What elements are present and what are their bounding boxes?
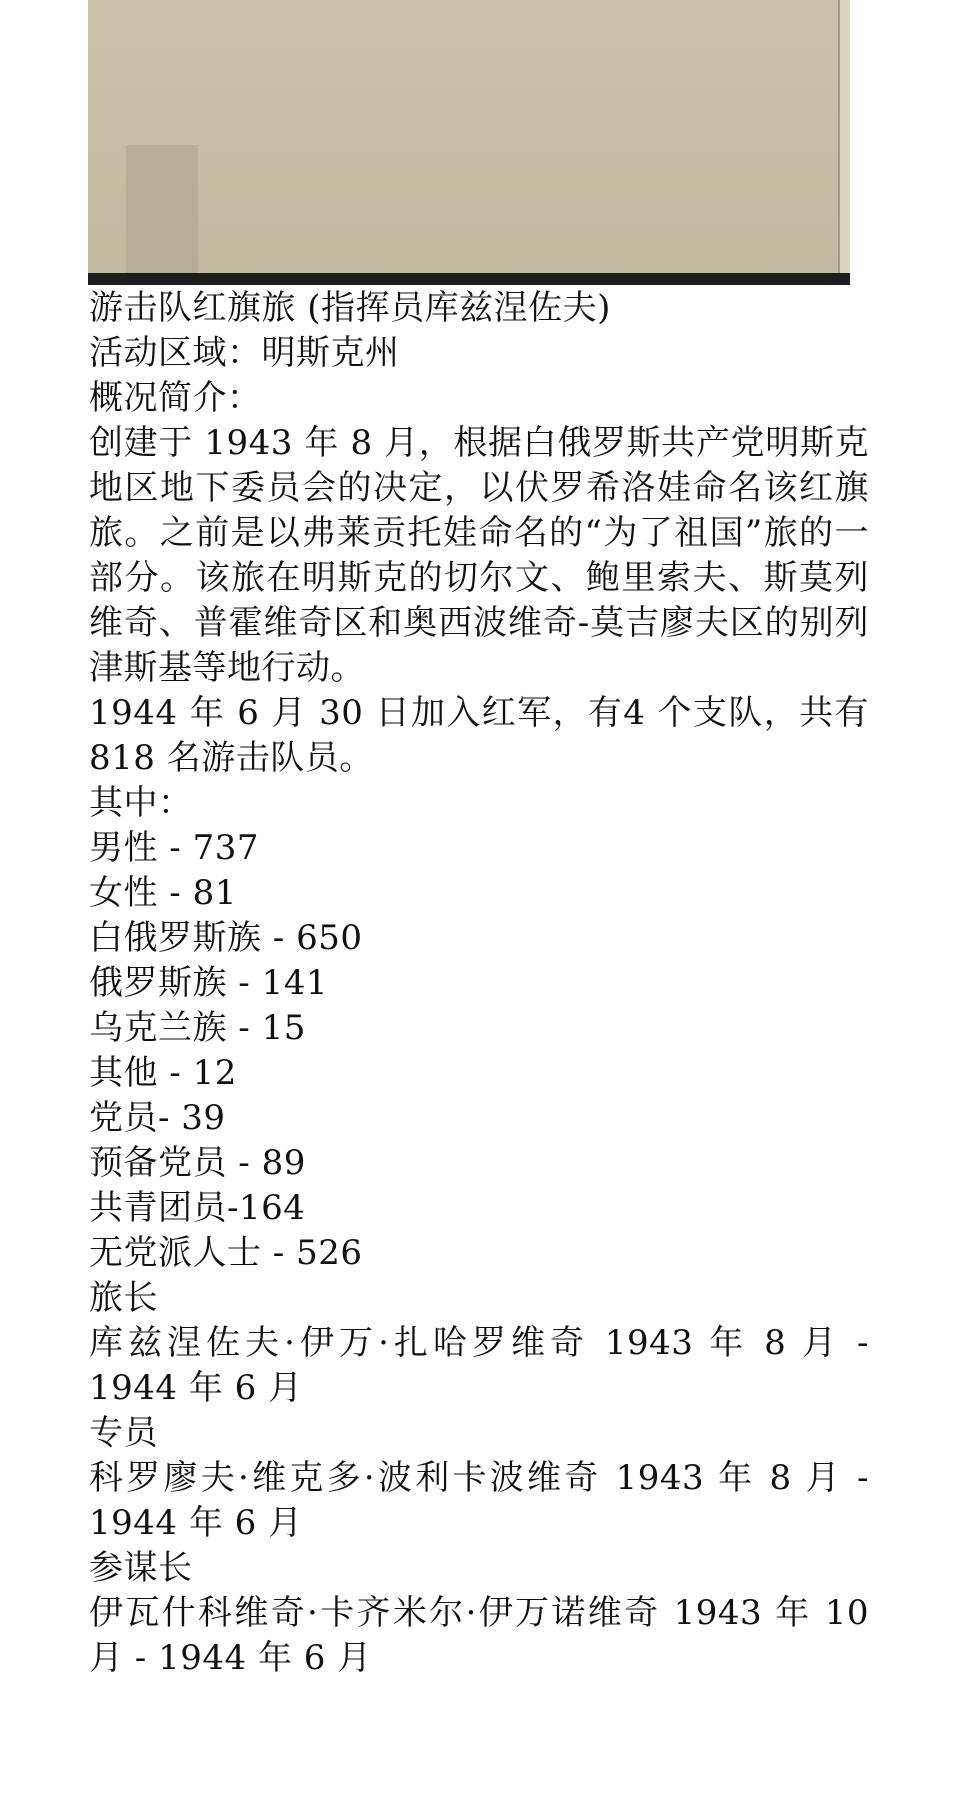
stat-komsomol: 共青团员-164 — [89, 1188, 306, 1228]
stat-other: 其他 - 12 — [89, 1053, 237, 1093]
scan-paper — [88, 0, 838, 273]
archival-scan-image — [88, 0, 850, 285]
commissar-role: 专员 — [89, 1413, 158, 1453]
region-line: 活动区域：明斯克州 — [89, 333, 400, 373]
stat-russian: 俄罗斯族 - 141 — [89, 963, 328, 1003]
stat-female: 女性 - 81 — [89, 873, 237, 913]
chief-of-staff-role: 参谋长 — [89, 1548, 193, 1588]
commander-role: 旅长 — [89, 1278, 158, 1318]
stat-belarusian: 白俄罗斯族 - 650 — [89, 918, 363, 958]
stat-male: 男性 - 737 — [89, 828, 259, 868]
document-text — [89, 286, 869, 1681]
stat-non-party: 无党派人士 - 526 — [89, 1233, 363, 1273]
scan-page-edge — [838, 0, 850, 273]
chief-of-staff-entry: 伊瓦什科维奇·卡齐米尔·伊万诺维奇 1943 年 10 月 - 1944 年 6 月 — [89, 1593, 869, 1678]
heading: 游击队红旗旅 (指挥员库兹涅佐夫) — [89, 288, 611, 328]
overview-paragraph: 创建于 1943 年 8 月，根据白俄罗斯共产党明斯克地区地下委员会的决定，以伏罗希洛娃命名该红旗旅。之前是以弗莱贡托娃命名的“为了祖国”旅的一部分。该旅在明斯克的切尔文、鲍里索夫、斯莫列维奇、普霍维奇区和奥西波维奇-莫吉廖夫区的别列津斯基等地行动。 — [89, 423, 869, 688]
stat-ukrainian: 乌克兰族 - 15 — [89, 1008, 306, 1048]
overview-label: 概况简介： — [89, 378, 262, 418]
scan-bottom-border — [88, 273, 850, 285]
among-label: 其中： — [89, 783, 193, 823]
stat-candidate-members: 预备党员 - 89 — [89, 1143, 306, 1183]
stat-party-members: 党员- 39 — [89, 1098, 226, 1138]
join-paragraph: 1944 年 6 月 30 日加入红军，有4 个支队，共有 818 名游击队员。 — [89, 693, 869, 778]
commissar-entry: 科罗廖夫·维克多·波利卡波维奇 1943 年 8 月 - 1944 年 6 月 — [89, 1458, 869, 1543]
commander-entry: 库兹涅佐夫·伊万·扎哈罗维奇 1943 年 8 月 - 1944 年 6 月 — [89, 1323, 869, 1408]
scan-stain — [126, 145, 198, 273]
